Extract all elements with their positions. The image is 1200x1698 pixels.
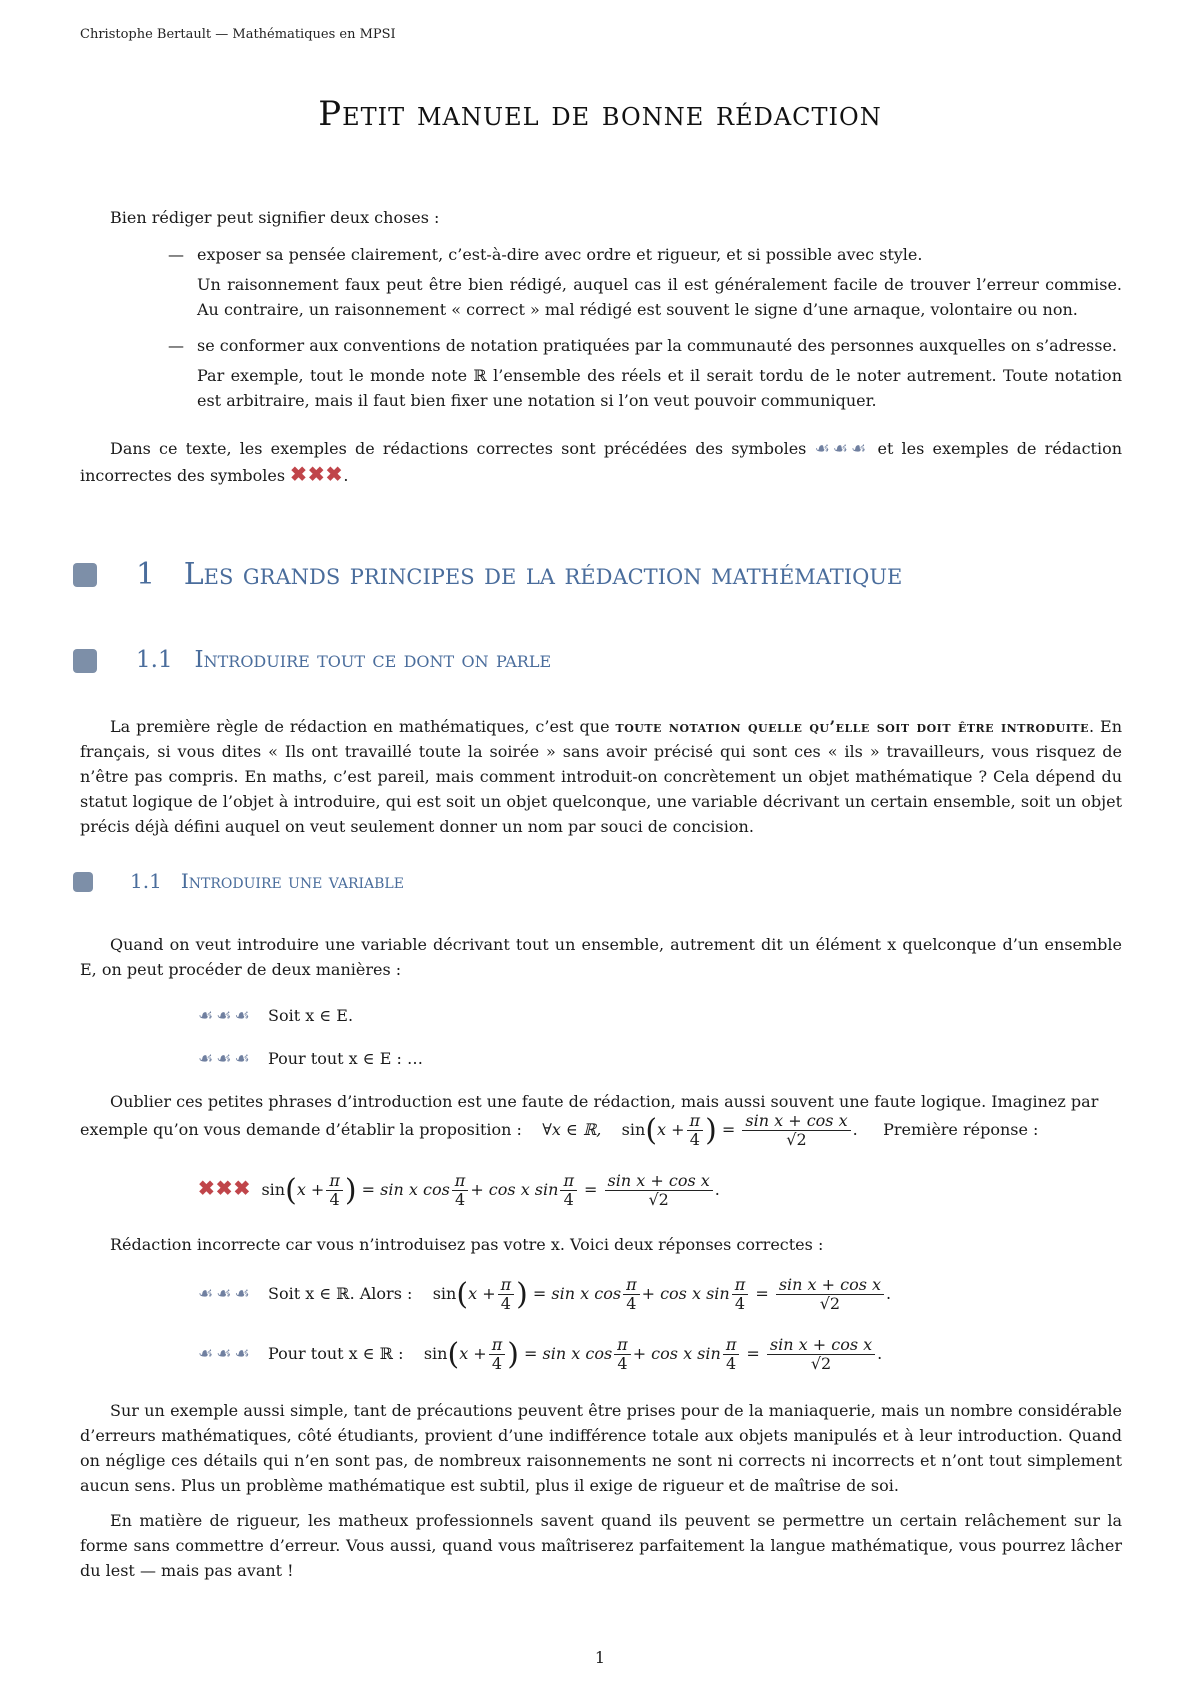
bullet-mark: —: [168, 245, 184, 264]
good-example-icon: ☙☙☙: [198, 1049, 253, 1069]
good-example-icon: ☙☙☙: [198, 1344, 253, 1364]
good-answer-1: ☙☙☙ Soit x ∈ ℝ. Alors : sin(x + $\frac{\pi}{4}$ ) = sin x cos $\frac{\pi}{4}$ + cos x sin $\frac{\pi}{4}$ = $\frac{\text{sin x + cos x}}{√2}$ .: [198, 1275, 892, 1313]
bad-example: ✖✖✖ sin(x + $\frac{\pi}{4}$ ) = sin x cos $\frac{\pi}{4}$ + cos x sin $\frac{\pi}{4}$ = $\frac{\text{sin x + cos x}}{√2}$ .: [198, 1171, 720, 1209]
section-1-1-heading: 1.1 Introduire tout ce dont on parle: [136, 647, 552, 673]
running-header: Christophe Bertault — Mathématiques en MPSI: [80, 27, 396, 42]
intro-item-2: se conformer aux conventions de notation pratiquées par la communauté des personnes auxquelles on s’adresse.: [197, 336, 1118, 355]
section-1-heading: 1 Les grands principes de la rédaction mathématique: [136, 557, 903, 592]
bullet-mark: —: [168, 336, 184, 355]
paragraph-variable: Quand on veut introduire une variable décrivant tout un ensemble, autrement dit un élément x quelconque d’un ensemble E, on peut procéder de deux manières :: [80, 935, 1122, 979]
bad-example-icon: ✖✖✖: [290, 462, 344, 486]
section-square-icon: [73, 563, 97, 587]
subsection-square-icon: [73, 872, 93, 892]
good-example-icon: ☙☙☙: [198, 1284, 253, 1304]
intro-symbols-paragraph: Dans ce texte, les exemples de rédactions correctes sont précédées des symboles ☙☙☙ et les exemples de rédaction incorrectes des symboles ✖✖✖.: [80, 439, 1123, 486]
symbols-text-a: Dans ce texte, les exemples de rédactions correctes sont précédées des symboles: [110, 439, 807, 458]
intro-item-1: exposer sa pensée clairement, c’est-à-dire avec ordre et rigueur, et si possible avec style.: [197, 245, 923, 264]
page-title: Petit manuel de bonne rédaction: [318, 94, 882, 134]
subsection-heading: 1.1 Introduire une variable: [130, 869, 404, 893]
intro-item-1-detail: Un raisonnement faux peut être bien rédigé, auquel cas il est généralement facile de trouver l’erreur commise. Au contraire, un raisonnement « correct » mal rédigé est souvent le signe d’une arnaque, volontaire ou non.: [197, 275, 1122, 319]
good-example-icon: ☙☙☙: [814, 439, 870, 459]
good-example-icon: ☙☙☙: [198, 1006, 253, 1026]
symbols-text-b: et les exemples de rédaction incorrectes des symboles: [80, 439, 1123, 485]
section-square-icon: [73, 649, 97, 673]
bad-example-icon: ✖✖✖: [198, 1176, 252, 1200]
paragraph-forgetting: Oublier ces petites phrases d’introduction est une faute de rédaction, mais aussi souvent une faute logique. Imaginez par: [110, 1092, 1099, 1111]
good-answer-2: ☙☙☙ Pour tout x ∈ ℝ : sin(x + $\frac{\pi}{4}$ ) = sin x cos $\frac{\pi}{4}$ + cos x sin $\frac{\pi}{4}$ = $\frac{\text{sin x + cos x}}{√2}$ .: [198, 1335, 883, 1373]
paragraph-rigour: En matière de rigueur, les matheux professionnels savent quand ils peuvent se permettre un certain relâchement sur la forme sans commettre d’erreur. Vous aussi, quand vous maîtriserez parfaitement la langue mathématique, vous pourrez lâcher du lest — mais pas avant !: [80, 1511, 1122, 1580]
proposition-line: exemple qu’on vous demande d’établir la proposition : ∀x ∈ ℝ, sin(x + $\frac{\pi}{4}$ ) = $\frac{\text{sin x + cos x}}{√2}$ . Première réponse :: [80, 1111, 1039, 1149]
paragraph-precautions: Sur un exemple aussi simple, tant de précautions peuvent être prises pour de la maniaquerie, mais un nombre considérable d’erreurs mathématiques, côté étudiants, provient d’une indifférence totale aux objets manipulés et à leur introduction. Quand on néglige ces détails qui n’en sont pas, de nombreux raisonnements ne sont ni corrects ni incorrects et n’ont tout simplement aucun sens. Plus un problème mathématique est subtil, plus il exige de rigueur et de maîtrise de soi.: [80, 1401, 1122, 1495]
forall-expr: ∀x ∈ ℝ,: [542, 1120, 602, 1139]
paragraph-incorrect: Rédaction incorrecte car vous n’introduisez pas votre x. Voici deux réponses correctes :: [110, 1235, 824, 1254]
good-example-2: ☙☙☙ Pour tout x ∈ E : …: [198, 1049, 423, 1069]
emphasized-rule: toute notation quelle qu’elle soit doit être introduite: [615, 717, 1089, 736]
page-number: 1: [594, 1648, 606, 1667]
intro-item-2-detail: Par exemple, tout le monde note ℝ l’ensemble des réels et il serait tordu de le noter autrement. Toute notation est arbitraire, mais il faut bien fixer une notation si l’on veut pouvoir communiquer.: [197, 366, 1122, 410]
intro-lead: Bien rédiger peut signifier deux choses :: [110, 208, 440, 227]
paragraph-introduction-rule: La première règle de rédaction en mathématiques, c’est que toute notation quelle qu’elle soit doit être introduite. En français, si vous dites « Ils ont travaillé toute la soirée » sans avoir précisé qui sont ces « ils » travailleurs, vous risquez de n’être pas compris. En maths, c’est pareil, mais comment introduit-on concrètement un objet mathématique ? Cela dépend du statut logique de l’objet à introduire, qui est soit un objet quelconque, une variable décrivant un certain ensemble, soit un objet précis déjà défini auquel on veut seulement donner un nom par souci de concision.: [80, 717, 1123, 836]
good-example-1: ☙☙☙ Soit x ∈ E.: [198, 1006, 354, 1026]
